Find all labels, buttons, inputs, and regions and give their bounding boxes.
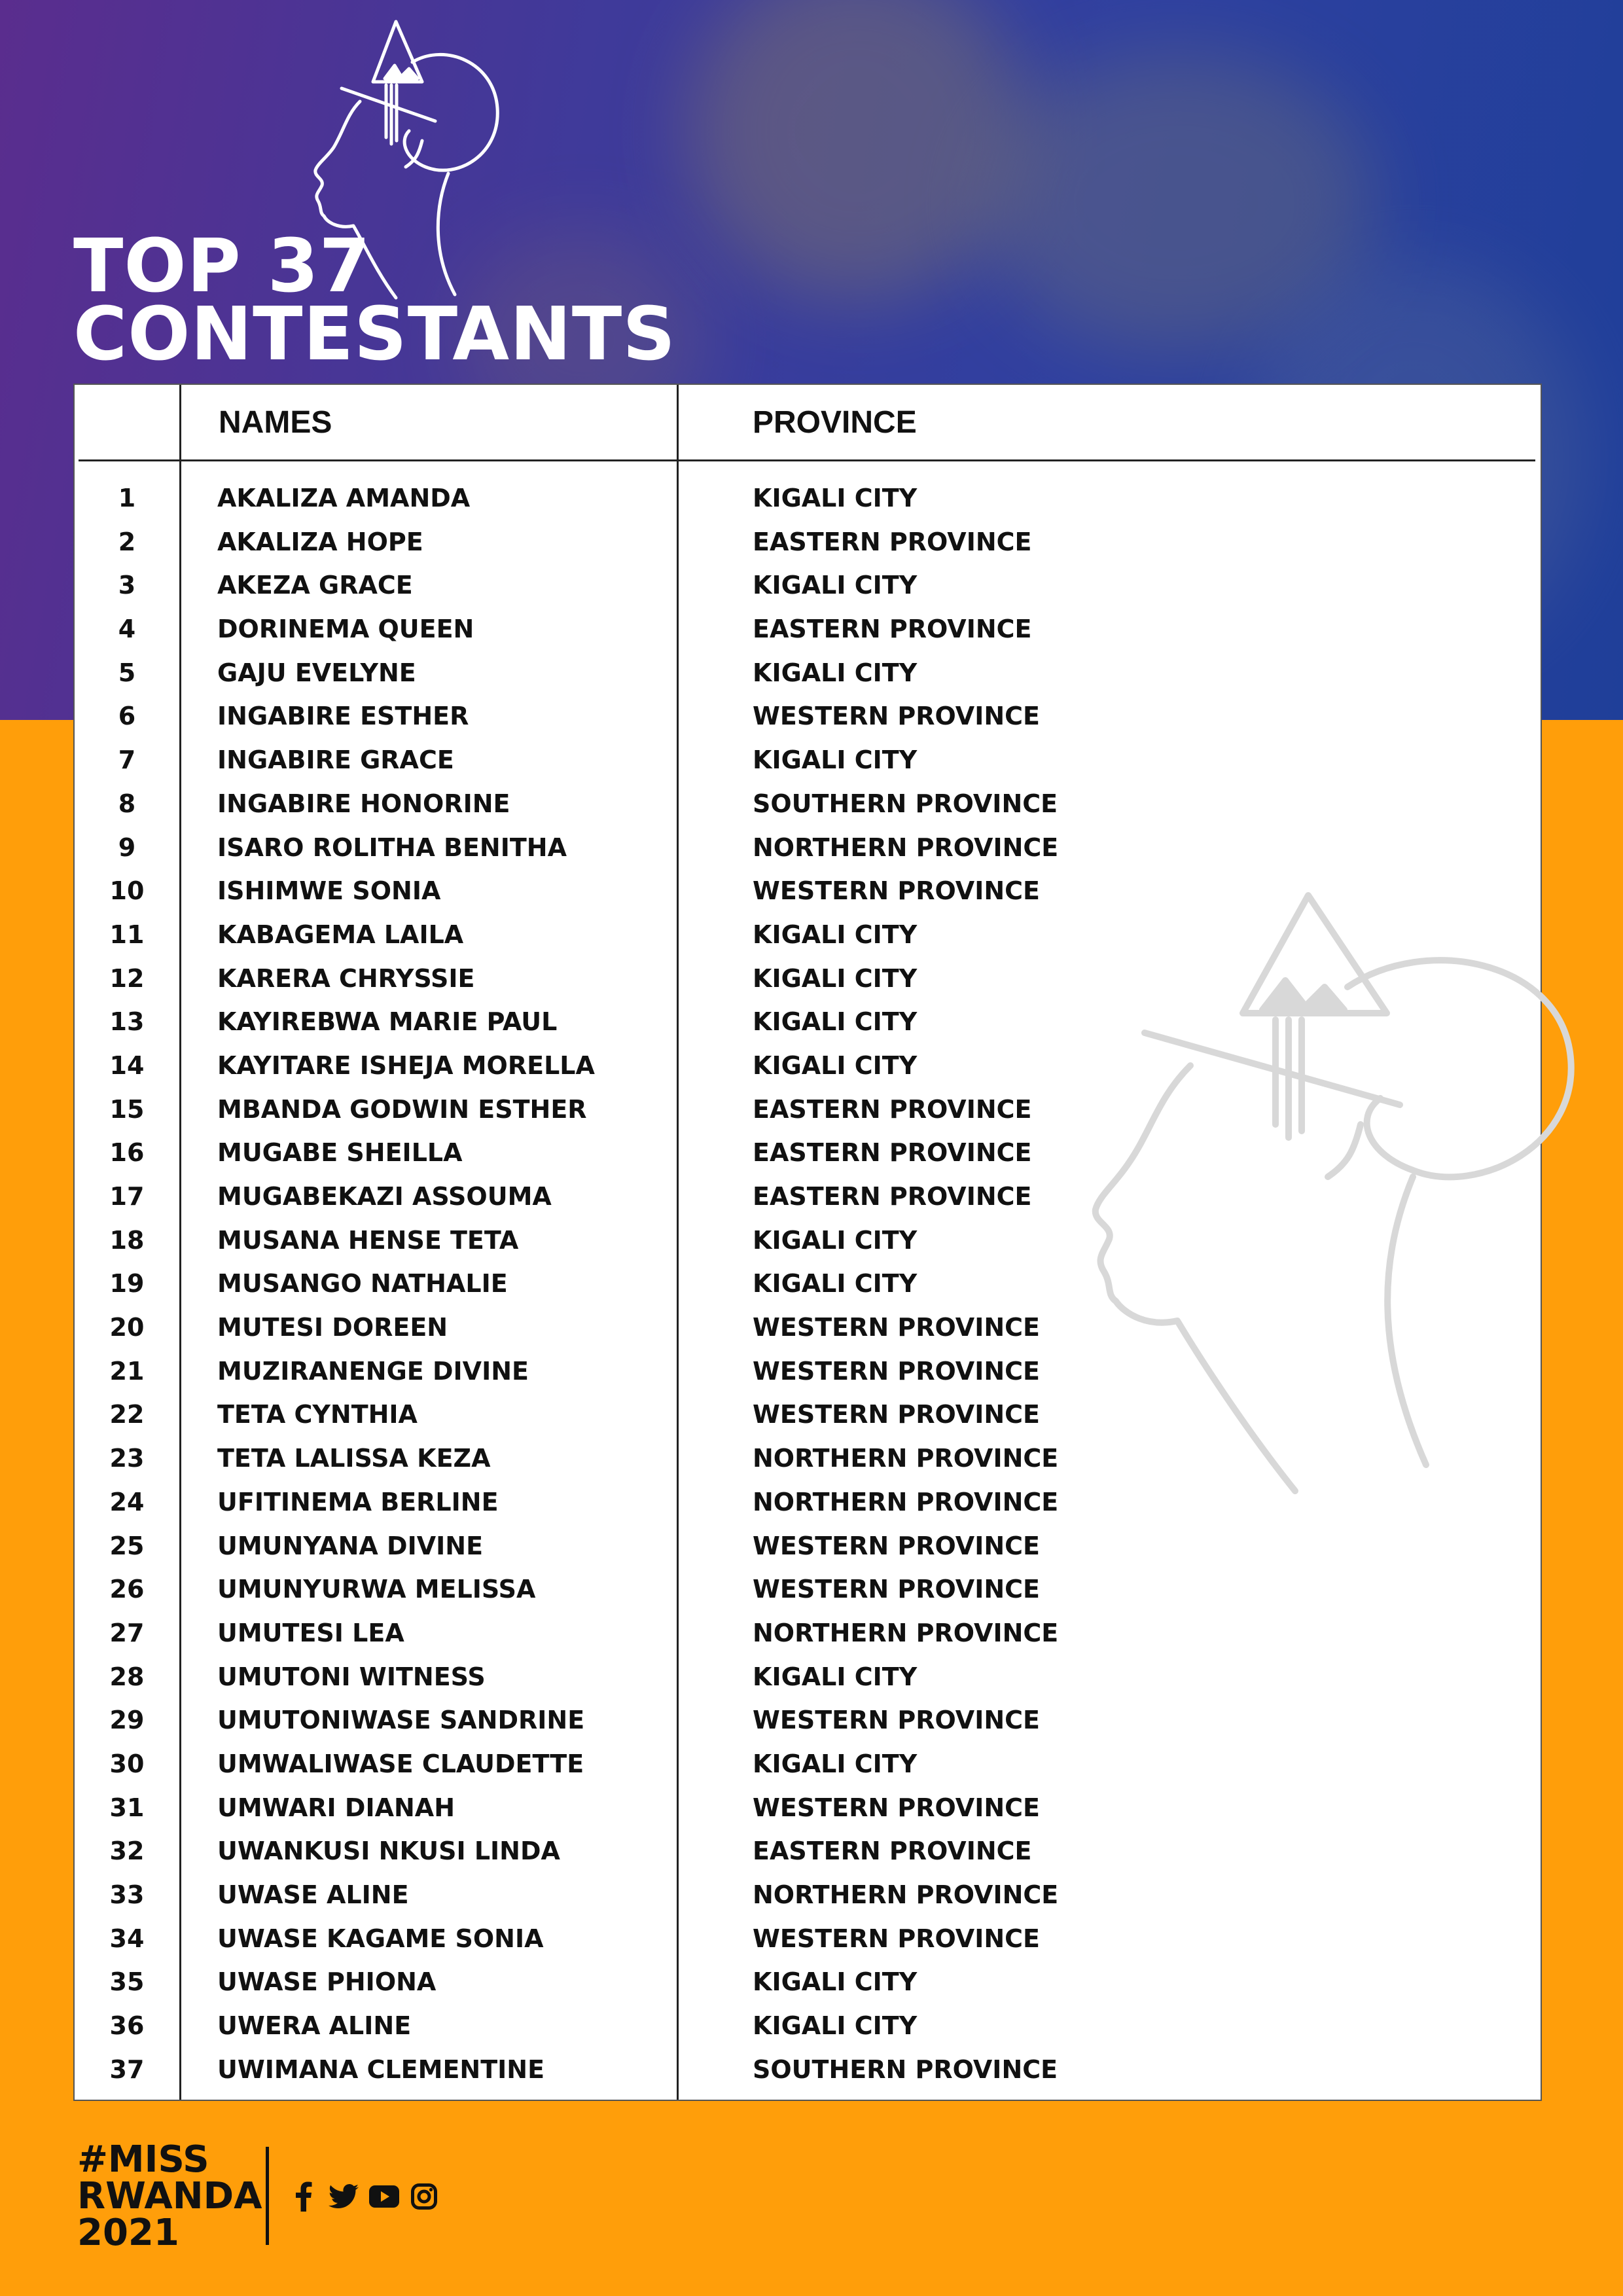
row-number: 7 — [118, 745, 136, 775]
table-row — [75, 1044, 1541, 1088]
contestant-province: NORTHERN PROVINCE — [753, 1618, 1059, 1647]
table-row — [75, 1480, 1541, 1524]
hashtag-line: #MISS — [77, 2138, 209, 2181]
contestant-province: SOUTHERN PROVINCE — [753, 2054, 1058, 2084]
background-blur — [687, 0, 1027, 301]
contestant-province: KIGALI CITY — [753, 1050, 918, 1080]
row-number: 9 — [118, 833, 136, 862]
table-row — [75, 2004, 1541, 2048]
table-row — [75, 564, 1541, 607]
row-number: 26 — [109, 1575, 145, 1604]
contestant-name: AKEZA GRACE — [217, 571, 413, 600]
instagram-icon[interactable] — [411, 2178, 437, 2215]
table-row — [75, 607, 1541, 651]
row-number: 23 — [109, 1444, 145, 1473]
table-row — [75, 520, 1541, 564]
table-row — [75, 782, 1541, 826]
contestant-name: INGABIRE GRACE — [217, 745, 454, 775]
contestant-province: WESTERN PROVINCE — [753, 1924, 1041, 1953]
table-row — [75, 1000, 1541, 1044]
contestant-province: KIGALI CITY — [753, 920, 918, 949]
contestant-name: UMWARI DIANAH — [217, 1793, 455, 1822]
title-line-1: TOP 37 — [73, 224, 371, 309]
row-number: 33 — [109, 1880, 145, 1909]
row-number: 27 — [109, 1618, 145, 1647]
contestant-province: KIGALI CITY — [753, 571, 918, 600]
table-row — [75, 1655, 1541, 1699]
row-number: 22 — [109, 1400, 145, 1429]
contestant-province: EASTERN PROVINCE — [753, 1182, 1032, 1211]
row-number: 31 — [109, 1793, 145, 1822]
hashtag-line: 2021 — [77, 2212, 179, 2254]
row-number: 6 — [118, 702, 136, 731]
row-number: 17 — [109, 1182, 145, 1211]
contestant-province: SOUTHERN PROVINCE — [753, 789, 1058, 818]
contestant-name: UMUTESI LEA — [217, 1618, 404, 1647]
contestant-name: DORINEMA QUEEN — [217, 615, 474, 644]
row-number: 36 — [109, 2011, 145, 2041]
table-row — [75, 1306, 1541, 1350]
table-row — [75, 651, 1541, 695]
table-row — [75, 1350, 1541, 1393]
contestant-name: MUTESI DOREEN — [217, 1313, 448, 1342]
contestant-name: AKALIZA HOPE — [217, 527, 423, 556]
row-number: 1 — [118, 484, 136, 512]
contestant-province: KIGALI CITY — [753, 658, 918, 687]
contestant-name: KAYITARE ISHEJA MORELLA — [217, 1050, 595, 1080]
table-row — [75, 1219, 1541, 1263]
contestant-province: EASTERN PROVINCE — [753, 615, 1032, 644]
contestant-province: WESTERN PROVINCE — [753, 702, 1041, 731]
row-number: 37 — [109, 2054, 145, 2084]
contestant-province: WESTERN PROVINCE — [753, 1793, 1041, 1822]
contestant-province: KIGALI CITY — [753, 963, 918, 993]
row-number: 19 — [109, 1269, 145, 1299]
contestant-province: NORTHERN PROVINCE — [753, 1444, 1059, 1473]
contestant-name: UWERA ALINE — [217, 2011, 412, 2041]
contestant-province: EASTERN PROVINCE — [753, 1138, 1032, 1168]
table-row — [75, 1568, 1541, 1611]
contestant-name: UMUTONI WITNESS — [217, 1662, 486, 1691]
contestant-name: AKALIZA AMANDA — [217, 484, 471, 512]
contestant-province: WESTERN PROVINCE — [753, 1400, 1041, 1429]
table-row — [75, 1698, 1541, 1742]
table-row — [75, 738, 1541, 782]
row-number: 34 — [109, 1924, 145, 1953]
table-row — [75, 1175, 1541, 1219]
contestant-province: EASTERN PROVINCE — [753, 527, 1032, 556]
contestant-name: MUGABE SHEILLA — [217, 1138, 463, 1168]
row-number: 16 — [109, 1138, 145, 1168]
contestant-name: UFITINEMA BERLINE — [217, 1487, 499, 1516]
header-province: PROVINCE — [753, 405, 917, 440]
contestant-province: KIGALI CITY — [753, 1007, 918, 1037]
contestant-province: KIGALI CITY — [753, 2011, 918, 2041]
contestant-province: KIGALI CITY — [753, 745, 918, 775]
contestant-name: KARERA CHRYSSIE — [217, 963, 475, 993]
contestant-name: UWANKUSI NKUSI LINDA — [217, 1837, 560, 1866]
contestants-table — [73, 384, 1542, 2101]
contestant-province: KIGALI CITY — [753, 1967, 918, 1997]
contestant-province: KIGALI CITY — [753, 1662, 918, 1691]
page-title — [73, 224, 676, 377]
table-row — [75, 826, 1541, 870]
row-number: 15 — [109, 1094, 145, 1124]
table-row — [75, 1829, 1541, 1873]
row-number: 2 — [118, 527, 136, 556]
row-number: 5 — [118, 658, 136, 687]
row-number: 3 — [118, 571, 136, 600]
contestant-province: NORTHERN PROVINCE — [753, 1880, 1059, 1909]
row-number: 29 — [109, 1706, 145, 1735]
row-number: 25 — [109, 1531, 145, 1560]
contestant-province: KIGALI CITY — [753, 484, 918, 512]
table-row — [75, 913, 1541, 957]
table-row — [75, 1873, 1541, 1917]
contestant-name: TETA LALISSA KEZA — [217, 1444, 491, 1473]
contestant-name: ISHIMWE SONIA — [217, 876, 441, 906]
row-number: 11 — [109, 920, 145, 949]
contestant-name: UMUNYANA DIVINE — [217, 1531, 484, 1560]
table-row — [75, 1917, 1541, 1961]
table-row — [75, 1088, 1541, 1132]
contestant-province: WESTERN PROVINCE — [753, 876, 1041, 906]
table-row — [75, 1960, 1541, 2004]
contestant-name: UMUTONIWASE SANDRINE — [217, 1706, 585, 1735]
row-number: 32 — [109, 1837, 145, 1866]
twitter-icon[interactable] — [329, 2178, 359, 2215]
table-row — [75, 1393, 1541, 1437]
row-number: 12 — [109, 963, 145, 993]
contestant-province: WESTERN PROVINCE — [753, 1313, 1041, 1342]
contestant-name: UWASE KAGAME SONIA — [217, 1924, 544, 1953]
hashtag-line: RWANDA — [77, 2175, 262, 2217]
table-row — [75, 2048, 1541, 2092]
table-row — [75, 476, 1541, 520]
hashtag-miss-rwanda-2021 — [77, 2138, 262, 2254]
row-number: 21 — [109, 1356, 145, 1386]
contestant-name: UMUNYURWA MELISSA — [217, 1575, 536, 1604]
youtube-icon[interactable] — [369, 2178, 399, 2215]
contestant-name: ISARO ROLITHA BENITHA — [217, 833, 567, 862]
row-number: 24 — [109, 1487, 145, 1516]
table-row — [75, 869, 1541, 913]
row-number: 18 — [109, 1225, 145, 1255]
contestant-name: KAYIREBWA MARIE PAUL — [217, 1007, 558, 1037]
contestant-name: MBANDA GODWIN ESTHER — [217, 1094, 587, 1124]
header-divider — [79, 459, 1535, 461]
row-number: 10 — [109, 876, 145, 906]
contestant-name: MUZIRANENGE DIVINE — [217, 1356, 529, 1386]
table-row — [75, 1524, 1541, 1568]
contestant-name: UWASE PHIONA — [217, 1967, 437, 1997]
contestant-province: NORTHERN PROVINCE — [753, 1487, 1059, 1516]
contestant-name: UMWALIWASE CLAUDETTE — [217, 1749, 584, 1778]
contestant-name: UWIMANA CLEMENTINE — [217, 2054, 545, 2084]
row-number: 13 — [109, 1007, 145, 1037]
row-number: 20 — [109, 1313, 145, 1342]
table-row — [75, 694, 1541, 738]
table-row — [75, 957, 1541, 1001]
table-body — [75, 476, 1541, 2091]
row-number: 35 — [109, 1967, 145, 1997]
title-line-2: CONTESTANTS — [73, 292, 676, 377]
contestant-province: KIGALI CITY — [753, 1225, 918, 1255]
table-row — [75, 1262, 1541, 1306]
contestant-province: EASTERN PROVINCE — [753, 1837, 1032, 1866]
contestant-name: UWASE ALINE — [217, 1880, 409, 1909]
row-number: 28 — [109, 1662, 145, 1691]
row-number: 8 — [118, 789, 136, 818]
contestant-name: TETA CYNTHIA — [217, 1400, 418, 1429]
footer-divider — [266, 2147, 269, 2245]
contestant-name: MUGABEKAZI ASSOUMA — [217, 1182, 552, 1211]
contestant-province: KIGALI CITY — [753, 1269, 918, 1299]
contestant-name: INGABIRE ESTHER — [217, 702, 469, 731]
table-row — [75, 1786, 1541, 1830]
table-row — [75, 1437, 1541, 1480]
table-row — [75, 1742, 1541, 1786]
contestant-province: EASTERN PROVINCE — [753, 1094, 1032, 1124]
contestant-name: MUSANA HENSE TETA — [217, 1225, 519, 1255]
contestant-name: KABAGEMA LAILA — [217, 920, 464, 949]
contestant-province: WESTERN PROVINCE — [753, 1706, 1041, 1735]
contestant-province: WESTERN PROVINCE — [753, 1356, 1041, 1386]
contestant-name: INGABIRE HONORINE — [217, 789, 510, 818]
row-number: 14 — [109, 1050, 145, 1080]
table-row — [75, 1611, 1541, 1655]
row-number: 4 — [118, 615, 136, 644]
contestant-name: MUSANGO NATHALIE — [217, 1269, 508, 1299]
contestant-province: NORTHERN PROVINCE — [753, 833, 1059, 862]
contestant-province: KIGALI CITY — [753, 1749, 918, 1778]
table-row — [75, 1131, 1541, 1175]
facebook-icon[interactable] — [293, 2178, 314, 2215]
contestant-name: GAJU EVELYNE — [217, 658, 416, 687]
contestant-province: WESTERN PROVINCE — [753, 1531, 1041, 1560]
row-number: 30 — [109, 1749, 145, 1778]
header-names: NAMES — [219, 405, 332, 440]
contestant-province: WESTERN PROVINCE — [753, 1575, 1041, 1604]
